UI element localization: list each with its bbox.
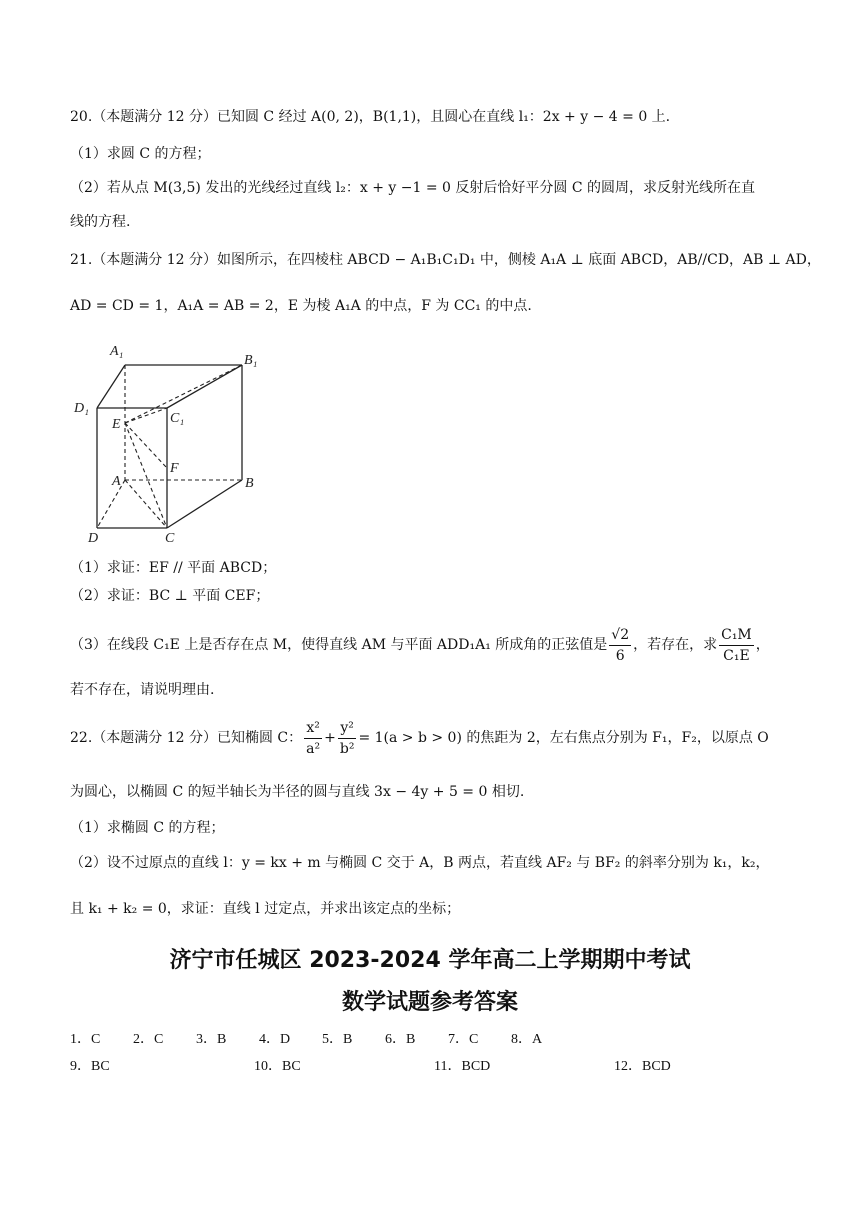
q20-part2-cont: 线的方程. — [70, 214, 131, 230]
answer-7: 7．C — [448, 1032, 479, 1047]
q22-part2: （2）设不过原点的直线 l：y = kx + m 与椭圆 C 交于 A，B 两点，若直线 AF₂ 与 BF₂ 的斜率分别为 k₁，k₂， — [70, 855, 770, 871]
ellipse-y-num: y² — [338, 718, 357, 739]
q22-stem-cont: 为圆心，以椭圆 C 的短半轴长为半径的圆与直线 3x − 4y + 5 = 0 相切. — [70, 784, 525, 800]
answer-2: 2．C — [133, 1032, 164, 1047]
answer-6: 6．B — [385, 1032, 416, 1047]
answer-9: 9．BC — [70, 1059, 110, 1074]
ellipse-y-term — [338, 718, 357, 759]
answer-3: 3．B — [196, 1032, 227, 1047]
prism-figure — [70, 335, 270, 550]
sine-fraction — [609, 625, 631, 666]
q22-stem — [70, 716, 810, 760]
q21-part2: （2）求证：BC ⊥ 平面 CEF； — [70, 588, 270, 604]
q22-stem-text: 22.（本题满分 12 分）已知椭圆 C： — [70, 730, 303, 746]
q22-stem-text2: = 1(a > b > 0) 的焦距为 2，左右焦点分别为 F₁，F₂，以原点 O — [358, 730, 769, 746]
ellipse-x-term — [304, 718, 322, 759]
ellipse-x-den: a² — [306, 740, 321, 757]
label-E: E — [112, 417, 121, 432]
q21-part3-text2: ，若存在，求 — [633, 637, 718, 653]
plus-sign: + — [324, 730, 336, 746]
answer-4: 4．D — [259, 1032, 291, 1047]
label-A1: A₁ — [110, 344, 124, 359]
label-D: D — [88, 531, 99, 546]
ratio-fraction-den: C₁E — [723, 647, 750, 664]
q21-part3 — [70, 623, 810, 667]
q21-part3-comma: ， — [755, 637, 770, 653]
ellipse-x-num: x² — [304, 718, 322, 739]
q20-stem: 20.（本题满分 12 分）已知圆 C 经过 A(0, 2)，B(1,1)，且圆心在直线 l₁：2x + y − 4 = 0 上. — [70, 109, 671, 125]
label-B1: B₁ — [244, 353, 258, 368]
q20-part2: （2）若从点 M(3,5) 发出的光线经过直线 l₂：x + y −1 = 0 反射后恰好平分圆 C 的圆周，求反射光线所在直 — [70, 180, 755, 196]
q21-part3-text: （3）在线段 C₁E 上是否存在点 M，使得直线 AM 与平面 ADD₁A₁ 所成角的正弦值是 — [70, 637, 608, 653]
answer-12: 12．BCD — [614, 1059, 671, 1074]
sine-fraction-num: √2 — [609, 625, 631, 646]
ellipse-y-den: b² — [339, 740, 355, 757]
q21-stem-cont: AD = CD = 1，A₁A = AB = 2，E 为棱 A₁A 的中点，F 为 CC₁ 的中点. — [70, 298, 532, 314]
q21-part1: （1）求证：EF // 平面 ABCD； — [70, 560, 277, 576]
answer-11: 11．BCD — [434, 1059, 491, 1074]
answer-1: 1．C — [70, 1032, 101, 1047]
sine-fraction-den: 6 — [615, 647, 625, 664]
ratio-fraction-num: C₁M — [719, 625, 754, 646]
q21-part3-cont: 若不存在，请说明理由. — [70, 682, 215, 698]
answer-8: 8．A — [511, 1032, 543, 1047]
answer-5: 5．B — [322, 1032, 353, 1047]
q22-part2-cont: 且 k₁ + k₂ = 0，求证：直线 l 过定点，并求出该定点的坐标； — [70, 901, 461, 917]
q21-stem: 21.（本题满分 12 分）如图所示，在四棱柱 ABCD − A₁B₁C₁D₁ 中，侧棱 A₁A ⊥ 底面 ABCD，AB//CD，AB ⊥ AD， — [70, 252, 821, 268]
label-C: C — [165, 531, 175, 546]
label-C1: C₁ — [170, 411, 185, 426]
answer-10: 10．BC — [254, 1059, 301, 1074]
label-F: F — [170, 461, 179, 476]
label-B: B — [245, 476, 254, 491]
q20-part1: （1）求圆 C 的方程； — [70, 146, 211, 162]
answer-title: 济宁市任城区 2023-2024 学年高二上学期期中考试 — [169, 948, 691, 973]
ratio-fraction — [719, 625, 754, 666]
q22-part1: （1）求椭圆 C 的方程； — [70, 820, 225, 836]
label-A: A — [112, 474, 121, 489]
label-D1: D₁ — [74, 401, 89, 416]
answer-subtitle: 数学试题参考答案 — [341, 990, 518, 1015]
